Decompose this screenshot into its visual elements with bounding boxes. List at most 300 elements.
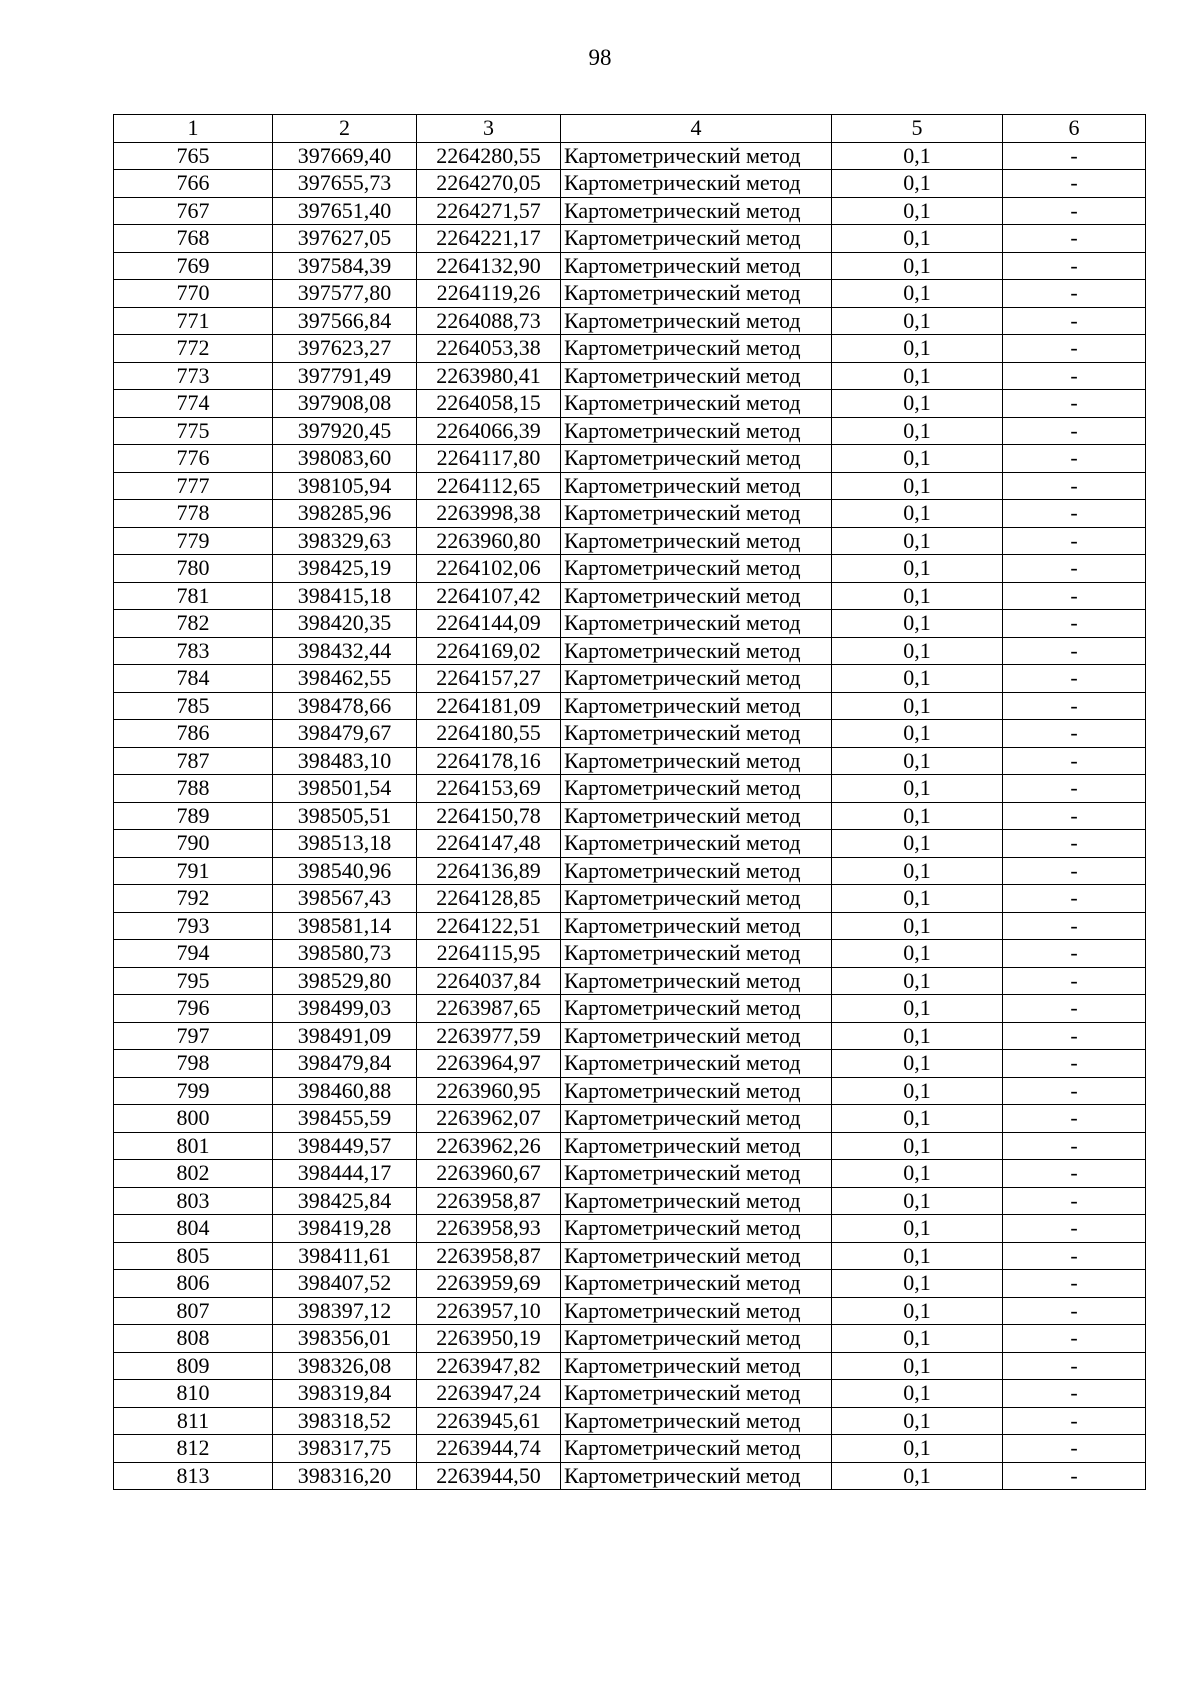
method-cell: Картометрический метод [561, 1077, 832, 1105]
accuracy-cell: 0,1 [832, 225, 1003, 253]
point-number-cell: 795 [114, 967, 273, 995]
point-number-cell: 773 [114, 362, 273, 390]
point-number-cell: 775 [114, 417, 273, 445]
method-cell: Картометрический метод [561, 280, 832, 308]
y-coordinate-cell: 2263960,80 [417, 527, 561, 555]
accuracy-cell: 0,1 [832, 1325, 1003, 1353]
x-coordinate-cell: 397584,39 [273, 252, 417, 280]
description-cell: - [1003, 362, 1146, 390]
table-row [114, 1270, 1146, 1298]
point-number-cell: 799 [114, 1077, 273, 1105]
table-row [114, 225, 1146, 253]
point-number-cell: 796 [114, 995, 273, 1023]
method-cell: Картометрический метод [561, 335, 832, 363]
y-coordinate-cell: 2264119,26 [417, 280, 561, 308]
method-cell: Картометрический метод [561, 417, 832, 445]
point-number-cell: 783 [114, 637, 273, 665]
point-number-cell: 771 [114, 307, 273, 335]
point-number-cell: 794 [114, 940, 273, 968]
accuracy-cell: 0,1 [832, 775, 1003, 803]
x-coordinate-cell: 397627,05 [273, 225, 417, 253]
accuracy-cell: 0,1 [832, 1380, 1003, 1408]
description-cell: - [1003, 1462, 1146, 1490]
column-header: 4 [561, 115, 832, 143]
description-cell: - [1003, 307, 1146, 335]
description-cell: - [1003, 417, 1146, 445]
description-cell: - [1003, 1160, 1146, 1188]
method-cell: Картометрический метод [561, 1022, 832, 1050]
y-coordinate-cell: 2263944,50 [417, 1462, 561, 1490]
description-cell: - [1003, 857, 1146, 885]
method-cell: Картометрический метод [561, 362, 832, 390]
accuracy-cell: 0,1 [832, 857, 1003, 885]
y-coordinate-cell: 2264147,48 [417, 830, 561, 858]
accuracy-cell: 0,1 [832, 885, 1003, 913]
description-cell: - [1003, 610, 1146, 638]
method-cell: Картометрический метод [561, 1352, 832, 1380]
x-coordinate-cell: 398407,52 [273, 1270, 417, 1298]
x-coordinate-cell: 398444,17 [273, 1160, 417, 1188]
table-row [114, 830, 1146, 858]
accuracy-cell: 0,1 [832, 665, 1003, 693]
point-number-cell: 766 [114, 170, 273, 198]
table-row [114, 1022, 1146, 1050]
point-number-cell: 811 [114, 1407, 273, 1435]
y-coordinate-cell: 2263957,10 [417, 1297, 561, 1325]
table-row [114, 692, 1146, 720]
description-cell: - [1003, 995, 1146, 1023]
point-number-cell: 793 [114, 912, 273, 940]
accuracy-cell: 0,1 [832, 500, 1003, 528]
method-cell: Картометрический метод [561, 142, 832, 170]
y-coordinate-cell: 2264128,85 [417, 885, 561, 913]
point-number-cell: 803 [114, 1187, 273, 1215]
description-cell: - [1003, 527, 1146, 555]
method-cell: Картометрический метод [561, 1380, 832, 1408]
table-row [114, 802, 1146, 830]
table-row [114, 720, 1146, 748]
point-number-cell: 785 [114, 692, 273, 720]
point-number-cell: 797 [114, 1022, 273, 1050]
description-cell: - [1003, 912, 1146, 940]
x-coordinate-cell: 398083,60 [273, 445, 417, 473]
coordinates-table [113, 114, 1146, 1490]
accuracy-cell: 0,1 [832, 1160, 1003, 1188]
y-coordinate-cell: 2264180,55 [417, 720, 561, 748]
point-number-cell: 813 [114, 1462, 273, 1490]
point-number-cell: 781 [114, 582, 273, 610]
point-number-cell: 812 [114, 1435, 273, 1463]
point-number-cell: 804 [114, 1215, 273, 1243]
accuracy-cell: 0,1 [832, 280, 1003, 308]
x-coordinate-cell: 397669,40 [273, 142, 417, 170]
x-coordinate-cell: 398479,67 [273, 720, 417, 748]
accuracy-cell: 0,1 [832, 692, 1003, 720]
method-cell: Картометрический метод [561, 692, 832, 720]
x-coordinate-cell: 398432,44 [273, 637, 417, 665]
y-coordinate-cell: 2264066,39 [417, 417, 561, 445]
column-header: 6 [1003, 115, 1146, 143]
table-row [114, 610, 1146, 638]
point-number-cell: 774 [114, 390, 273, 418]
table-row [114, 1050, 1146, 1078]
y-coordinate-cell: 2264107,42 [417, 582, 561, 610]
y-coordinate-cell: 2263947,24 [417, 1380, 561, 1408]
column-header: 1 [114, 115, 273, 143]
point-number-cell: 798 [114, 1050, 273, 1078]
x-coordinate-cell: 398540,96 [273, 857, 417, 885]
method-cell: Картометрический метод [561, 967, 832, 995]
table-row [114, 197, 1146, 225]
table-row [114, 142, 1146, 170]
y-coordinate-cell: 2264169,02 [417, 637, 561, 665]
table-row [114, 995, 1146, 1023]
accuracy-cell: 0,1 [832, 1132, 1003, 1160]
table-row [114, 1077, 1146, 1105]
x-coordinate-cell: 398415,18 [273, 582, 417, 610]
table-row [114, 500, 1146, 528]
x-coordinate-cell: 398329,63 [273, 527, 417, 555]
method-cell: Картометрический метод [561, 1215, 832, 1243]
x-coordinate-cell: 398397,12 [273, 1297, 417, 1325]
y-coordinate-cell: 2264150,78 [417, 802, 561, 830]
description-cell: - [1003, 1077, 1146, 1105]
y-coordinate-cell: 2263950,19 [417, 1325, 561, 1353]
point-number-cell: 770 [114, 280, 273, 308]
accuracy-cell: 0,1 [832, 1462, 1003, 1490]
table-row [114, 335, 1146, 363]
x-coordinate-cell: 398491,09 [273, 1022, 417, 1050]
description-cell: - [1003, 1380, 1146, 1408]
y-coordinate-cell: 2264117,80 [417, 445, 561, 473]
table-row [114, 472, 1146, 500]
method-cell: Картометрический метод [561, 1435, 832, 1463]
point-number-cell: 779 [114, 527, 273, 555]
method-cell: Картометрический метод [561, 912, 832, 940]
method-cell: Картометрический метод [561, 1407, 832, 1435]
accuracy-cell: 0,1 [832, 967, 1003, 995]
description-cell: - [1003, 1407, 1146, 1435]
table-row [114, 1132, 1146, 1160]
table-row [114, 665, 1146, 693]
point-number-cell: 765 [114, 142, 273, 170]
point-number-cell: 788 [114, 775, 273, 803]
method-cell: Картометрический метод [561, 665, 832, 693]
x-coordinate-cell: 398318,52 [273, 1407, 417, 1435]
x-coordinate-cell: 398455,59 [273, 1105, 417, 1133]
y-coordinate-cell: 2264102,06 [417, 555, 561, 583]
column-header: 3 [417, 115, 561, 143]
description-cell: - [1003, 665, 1146, 693]
description-cell: - [1003, 555, 1146, 583]
method-cell: Картометрический метод [561, 1187, 832, 1215]
accuracy-cell: 0,1 [832, 1242, 1003, 1270]
description-cell: - [1003, 720, 1146, 748]
x-coordinate-cell: 398425,84 [273, 1187, 417, 1215]
table-row [114, 1407, 1146, 1435]
accuracy-cell: 0,1 [832, 445, 1003, 473]
y-coordinate-cell: 2263987,65 [417, 995, 561, 1023]
method-cell: Картометрический метод [561, 1242, 832, 1270]
table-row [114, 637, 1146, 665]
accuracy-cell: 0,1 [832, 1352, 1003, 1380]
description-cell: - [1003, 1297, 1146, 1325]
x-coordinate-cell: 398483,10 [273, 747, 417, 775]
x-coordinate-cell: 398478,66 [273, 692, 417, 720]
description-cell: - [1003, 885, 1146, 913]
accuracy-cell: 0,1 [832, 720, 1003, 748]
accuracy-cell: 0,1 [832, 830, 1003, 858]
x-coordinate-cell: 398567,43 [273, 885, 417, 913]
y-coordinate-cell: 2264153,69 [417, 775, 561, 803]
accuracy-cell: 0,1 [832, 197, 1003, 225]
x-coordinate-cell: 398581,14 [273, 912, 417, 940]
y-coordinate-cell: 2263998,38 [417, 500, 561, 528]
description-cell: - [1003, 1435, 1146, 1463]
y-coordinate-cell: 2264053,38 [417, 335, 561, 363]
table-row [114, 170, 1146, 198]
method-cell: Картометрический метод [561, 1160, 832, 1188]
table-row [114, 362, 1146, 390]
x-coordinate-cell: 398501,54 [273, 775, 417, 803]
description-cell: - [1003, 170, 1146, 198]
accuracy-cell: 0,1 [832, 1297, 1003, 1325]
point-number-cell: 767 [114, 197, 273, 225]
point-number-cell: 789 [114, 802, 273, 830]
x-coordinate-cell: 397791,49 [273, 362, 417, 390]
method-cell: Картометрический метод [561, 802, 832, 830]
description-cell: - [1003, 775, 1146, 803]
accuracy-cell: 0,1 [832, 995, 1003, 1023]
column-header: 5 [832, 115, 1003, 143]
table-row [114, 1435, 1146, 1463]
description-cell: - [1003, 967, 1146, 995]
point-number-cell: 790 [114, 830, 273, 858]
table-row [114, 912, 1146, 940]
accuracy-cell: 0,1 [832, 362, 1003, 390]
accuracy-cell: 0,1 [832, 1215, 1003, 1243]
accuracy-cell: 0,1 [832, 417, 1003, 445]
accuracy-cell: 0,1 [832, 1105, 1003, 1133]
x-coordinate-cell: 398479,84 [273, 1050, 417, 1078]
accuracy-cell: 0,1 [832, 1407, 1003, 1435]
point-number-cell: 780 [114, 555, 273, 583]
y-coordinate-cell: 2263960,67 [417, 1160, 561, 1188]
description-cell: - [1003, 445, 1146, 473]
y-coordinate-cell: 2264122,51 [417, 912, 561, 940]
description-cell: - [1003, 197, 1146, 225]
accuracy-cell: 0,1 [832, 940, 1003, 968]
table-row [114, 940, 1146, 968]
y-coordinate-cell: 2263962,26 [417, 1132, 561, 1160]
y-coordinate-cell: 2264178,16 [417, 747, 561, 775]
point-number-cell: 768 [114, 225, 273, 253]
x-coordinate-cell: 398513,18 [273, 830, 417, 858]
method-cell: Картометрический метод [561, 1297, 832, 1325]
y-coordinate-cell: 2263945,61 [417, 1407, 561, 1435]
table-row [114, 775, 1146, 803]
table-row [114, 1242, 1146, 1270]
x-coordinate-cell: 398425,19 [273, 555, 417, 583]
description-cell: - [1003, 225, 1146, 253]
x-coordinate-cell: 397577,80 [273, 280, 417, 308]
accuracy-cell: 0,1 [832, 307, 1003, 335]
description-cell: - [1003, 637, 1146, 665]
table-row [114, 307, 1146, 335]
x-coordinate-cell: 398316,20 [273, 1462, 417, 1490]
description-cell: - [1003, 500, 1146, 528]
accuracy-cell: 0,1 [832, 1187, 1003, 1215]
table-row [114, 885, 1146, 913]
accuracy-cell: 0,1 [832, 252, 1003, 280]
x-coordinate-cell: 397920,45 [273, 417, 417, 445]
x-coordinate-cell: 398356,01 [273, 1325, 417, 1353]
accuracy-cell: 0,1 [832, 912, 1003, 940]
x-coordinate-cell: 398105,94 [273, 472, 417, 500]
accuracy-cell: 0,1 [832, 1270, 1003, 1298]
table-row [114, 1462, 1146, 1490]
y-coordinate-cell: 2263958,87 [417, 1242, 561, 1270]
table-row [114, 1325, 1146, 1353]
description-cell: - [1003, 1050, 1146, 1078]
accuracy-cell: 0,1 [832, 1022, 1003, 1050]
x-coordinate-cell: 398285,96 [273, 500, 417, 528]
accuracy-cell: 0,1 [832, 555, 1003, 583]
method-cell: Картометрический метод [561, 500, 832, 528]
table-row [114, 1160, 1146, 1188]
description-cell: - [1003, 940, 1146, 968]
point-number-cell: 809 [114, 1352, 273, 1380]
x-coordinate-cell: 398505,51 [273, 802, 417, 830]
table-row [114, 1380, 1146, 1408]
y-coordinate-cell: 2264115,95 [417, 940, 561, 968]
method-cell: Картометрический метод [561, 775, 832, 803]
x-coordinate-cell: 397651,40 [273, 197, 417, 225]
point-number-cell: 807 [114, 1297, 273, 1325]
x-coordinate-cell: 397566,84 [273, 307, 417, 335]
method-cell: Картометрический метод [561, 995, 832, 1023]
description-cell: - [1003, 472, 1146, 500]
point-number-cell: 802 [114, 1160, 273, 1188]
accuracy-cell: 0,1 [832, 390, 1003, 418]
y-coordinate-cell: 2264132,90 [417, 252, 561, 280]
method-cell: Картометрический метод [561, 637, 832, 665]
method-cell: Картометрический метод [561, 527, 832, 555]
table-header-row [114, 115, 1146, 143]
table-row [114, 1105, 1146, 1133]
method-cell: Картометрический метод [561, 307, 832, 335]
method-cell: Картометрический метод [561, 472, 832, 500]
method-cell: Картометрический метод [561, 857, 832, 885]
x-coordinate-cell: 397908,08 [273, 390, 417, 418]
accuracy-cell: 0,1 [832, 582, 1003, 610]
y-coordinate-cell: 2263960,95 [417, 1077, 561, 1105]
table-row [114, 390, 1146, 418]
y-coordinate-cell: 2263977,59 [417, 1022, 561, 1050]
description-cell: - [1003, 1352, 1146, 1380]
description-cell: - [1003, 692, 1146, 720]
x-coordinate-cell: 398326,08 [273, 1352, 417, 1380]
y-coordinate-cell: 2264144,09 [417, 610, 561, 638]
point-number-cell: 787 [114, 747, 273, 775]
accuracy-cell: 0,1 [832, 1435, 1003, 1463]
x-coordinate-cell: 398462,55 [273, 665, 417, 693]
description-cell: - [1003, 830, 1146, 858]
y-coordinate-cell: 2264270,05 [417, 170, 561, 198]
x-coordinate-cell: 398580,73 [273, 940, 417, 968]
x-coordinate-cell: 398499,03 [273, 995, 417, 1023]
accuracy-cell: 0,1 [832, 170, 1003, 198]
accuracy-cell: 0,1 [832, 1050, 1003, 1078]
point-number-cell: 810 [114, 1380, 273, 1408]
y-coordinate-cell: 2264136,89 [417, 857, 561, 885]
method-cell: Картометрический метод [561, 1325, 832, 1353]
method-cell: Картометрический метод [561, 1270, 832, 1298]
point-number-cell: 808 [114, 1325, 273, 1353]
method-cell: Картометрический метод [561, 940, 832, 968]
method-cell: Картометрический метод [561, 197, 832, 225]
point-number-cell: 772 [114, 335, 273, 363]
description-cell: - [1003, 335, 1146, 363]
table-row [114, 1187, 1146, 1215]
method-cell: Картометрический метод [561, 555, 832, 583]
description-cell: - [1003, 1105, 1146, 1133]
description-cell: - [1003, 1270, 1146, 1298]
method-cell: Картометрический метод [561, 610, 832, 638]
accuracy-cell: 0,1 [832, 142, 1003, 170]
x-coordinate-cell: 398411,61 [273, 1242, 417, 1270]
point-number-cell: 791 [114, 857, 273, 885]
table-row [114, 555, 1146, 583]
table-row [114, 857, 1146, 885]
point-number-cell: 786 [114, 720, 273, 748]
method-cell: Картометрический метод [561, 1462, 832, 1490]
method-cell: Картометрический метод [561, 885, 832, 913]
table-row [114, 747, 1146, 775]
table-row [114, 1352, 1146, 1380]
y-coordinate-cell: 2263964,97 [417, 1050, 561, 1078]
x-coordinate-cell: 398529,80 [273, 967, 417, 995]
y-coordinate-cell: 2263962,07 [417, 1105, 561, 1133]
point-number-cell: 805 [114, 1242, 273, 1270]
description-cell: - [1003, 1242, 1146, 1270]
description-cell: - [1003, 582, 1146, 610]
y-coordinate-cell: 2264157,27 [417, 665, 561, 693]
point-number-cell: 769 [114, 252, 273, 280]
point-number-cell: 806 [114, 1270, 273, 1298]
y-coordinate-cell: 2264058,15 [417, 390, 561, 418]
point-number-cell: 778 [114, 500, 273, 528]
y-coordinate-cell: 2264280,55 [417, 142, 561, 170]
point-number-cell: 782 [114, 610, 273, 638]
method-cell: Картометрический метод [561, 225, 832, 253]
y-coordinate-cell: 2264112,65 [417, 472, 561, 500]
y-coordinate-cell: 2264271,57 [417, 197, 561, 225]
table-row [114, 527, 1146, 555]
x-coordinate-cell: 398420,35 [273, 610, 417, 638]
method-cell: Картометрический метод [561, 747, 832, 775]
point-number-cell: 800 [114, 1105, 273, 1133]
method-cell: Картометрический метод [561, 1105, 832, 1133]
table-row [114, 280, 1146, 308]
description-cell: - [1003, 252, 1146, 280]
description-cell: - [1003, 1022, 1146, 1050]
x-coordinate-cell: 397623,27 [273, 335, 417, 363]
point-number-cell: 776 [114, 445, 273, 473]
x-coordinate-cell: 398319,84 [273, 1380, 417, 1408]
description-cell: - [1003, 142, 1146, 170]
y-coordinate-cell: 2263980,41 [417, 362, 561, 390]
